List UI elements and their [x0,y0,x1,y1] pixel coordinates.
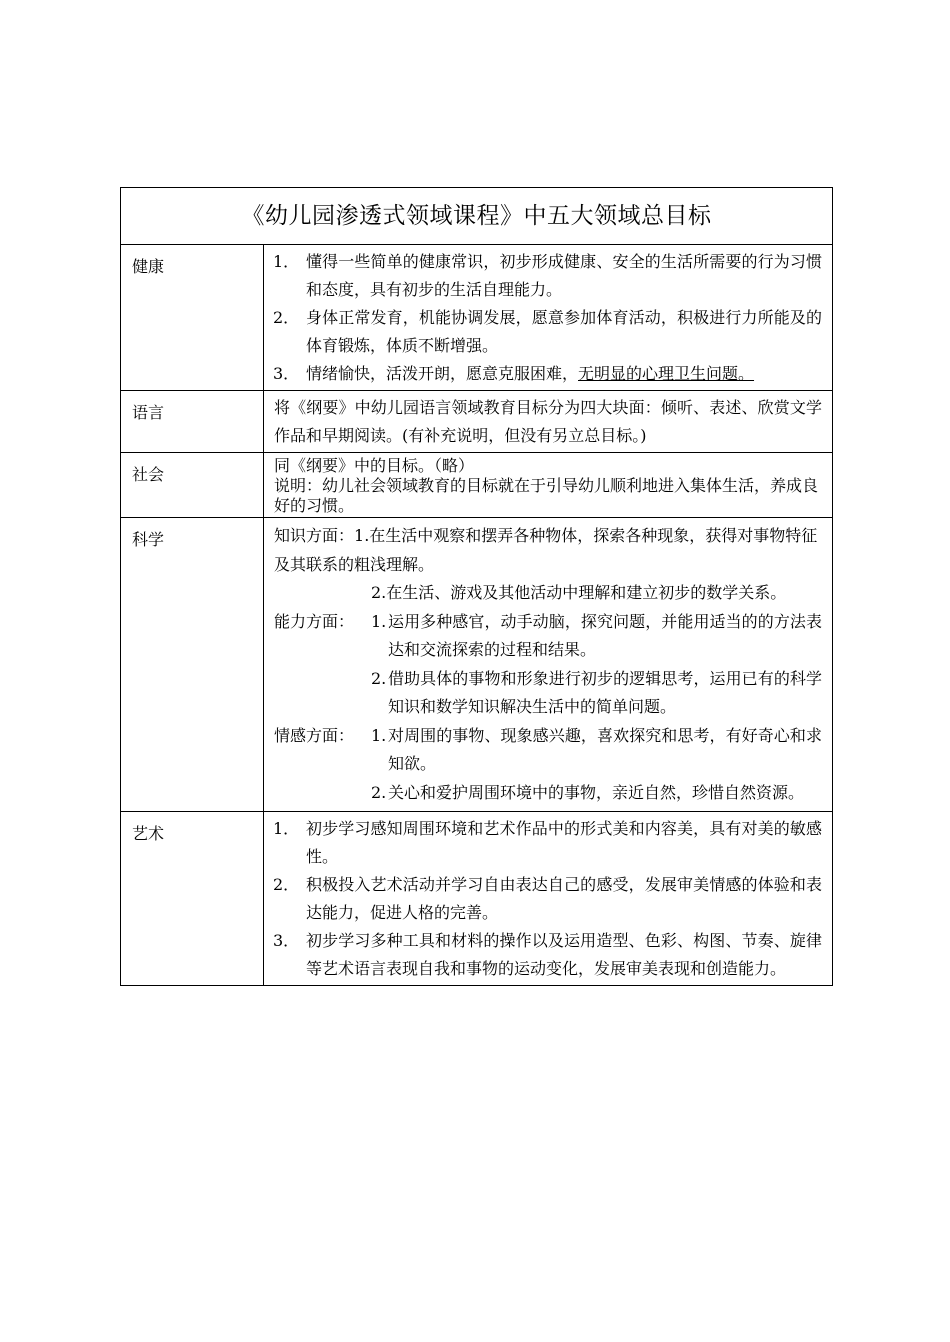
list-item [273,304,822,360]
item-number: 2. [371,782,387,802]
knowledge-1-text: 1.在生活中观察和摆弄各种物体，探索各种现象，获得对事物特征及其联系的粗浅理解。 [274,526,818,574]
health-list [264,245,832,390]
item-text: 初步学习感知周围环境和艺术作品中的形式美和内容美，具有对美的敏感性。 [306,819,822,866]
ability-2 [274,665,822,722]
item-number: 2． [273,875,300,894]
item-text: 懂得一些简单的健康常识，初步形成健康、安全的生活所需要的行为习惯和态度，具有初步的生活自理能力。 [306,252,822,299]
language-content [264,391,833,453]
item-number: 1． [273,819,300,838]
health-row [121,245,833,391]
art-content [264,812,833,986]
item-text-part: 情绪愉快，活泼开朗，愿意克服困难， [306,364,579,383]
list-item [273,360,822,388]
title-row [121,188,833,245]
goals-table [120,187,833,986]
social-content [264,453,833,518]
science-label: 科学 [121,518,264,812]
ability-1-text: 运用多种感官，动手动脑，探究问题，并能用适当的的方法表达和交流探索的过程和结果。 [388,611,822,659]
item-number: 3． [273,931,300,950]
table-title: 《幼儿园渗透式领域课程》中五大领域总目标 [121,188,833,245]
knowledge-1 [274,522,822,579]
list-item [273,927,822,983]
social-label: 社会 [121,453,264,518]
emotion-label: 情感方面： [274,725,355,745]
social-line-1: 同《纲要》中的目标。（略） [274,456,475,475]
health-label: 健康 [121,245,264,391]
social-line-2: 说明：幼儿社会领域教育的目标就在于引导幼儿顺利地进入集体生活，养成良好的习惯。 [274,476,819,515]
science-row [121,518,833,812]
health-content [264,245,833,391]
item-number: 2. [371,668,387,688]
list-item [273,248,822,304]
emotion-2-text: 关心和爱护周围环境中的事物，亲近自然，珍惜自然资源。 [388,782,805,802]
item-number: 1. [371,611,387,631]
emotion-2 [274,779,822,808]
language-row [121,391,833,453]
item-text [306,360,822,388]
ability-2-text: 借助具体的事物和形象进行初步的逻辑思考，运用已有的科学知识和数学知识解决生活中的简单问题。 [388,668,822,716]
item-number: 1． [273,252,300,271]
ability-1 [274,608,822,665]
emotion-1 [274,722,822,779]
science-content [264,518,833,812]
ability-label: 能力方面： [274,611,355,631]
emotion-1-text: 对周围的事物、现象感兴趣，喜欢探究和思考，有好奇心和求知欲。 [388,725,822,773]
item-text: 积极投入艺术活动并学习自由表达自己的感受，发展审美情感的体验和表达能力，促进人格的完善。 [306,875,822,922]
item-number: 2． [273,308,300,327]
language-label: 语言 [121,391,264,453]
knowledge-label: 知识方面： [274,526,355,545]
social-text [264,453,832,517]
list-item [273,815,822,871]
art-row [121,812,833,986]
underlined-text: 无明显的心理卫生问题。 [578,364,755,383]
social-row [121,453,833,518]
item-number: 3． [273,364,300,383]
item-text: 身体正常发育，机能协调发展，愿意参加体育活动，积极进行力所能及的体育锻炼，体质不断增强。 [306,308,822,355]
list-item [273,871,822,927]
item-number: 1. [371,725,387,745]
science-text [264,518,832,811]
language-text: 将《纲要》中幼儿园语言领域教育目标分为四大块面：倾听、表述、欣赏文学作品和早期阅读。(有补充说明，但没有另立总目标。) [274,398,822,445]
art-list [264,812,832,985]
art-label: 艺术 [121,812,264,986]
item-text: 初步学习多种工具和材料的操作以及运用造型、色彩、构图、节奏、旋律等艺术语言表现自我和事物的运动变化，发展审美表现和创造能力。 [306,931,822,978]
knowledge-2: 2.在生活、游戏及其他活动中理解和建立初步的数学关系。 [371,583,787,602]
